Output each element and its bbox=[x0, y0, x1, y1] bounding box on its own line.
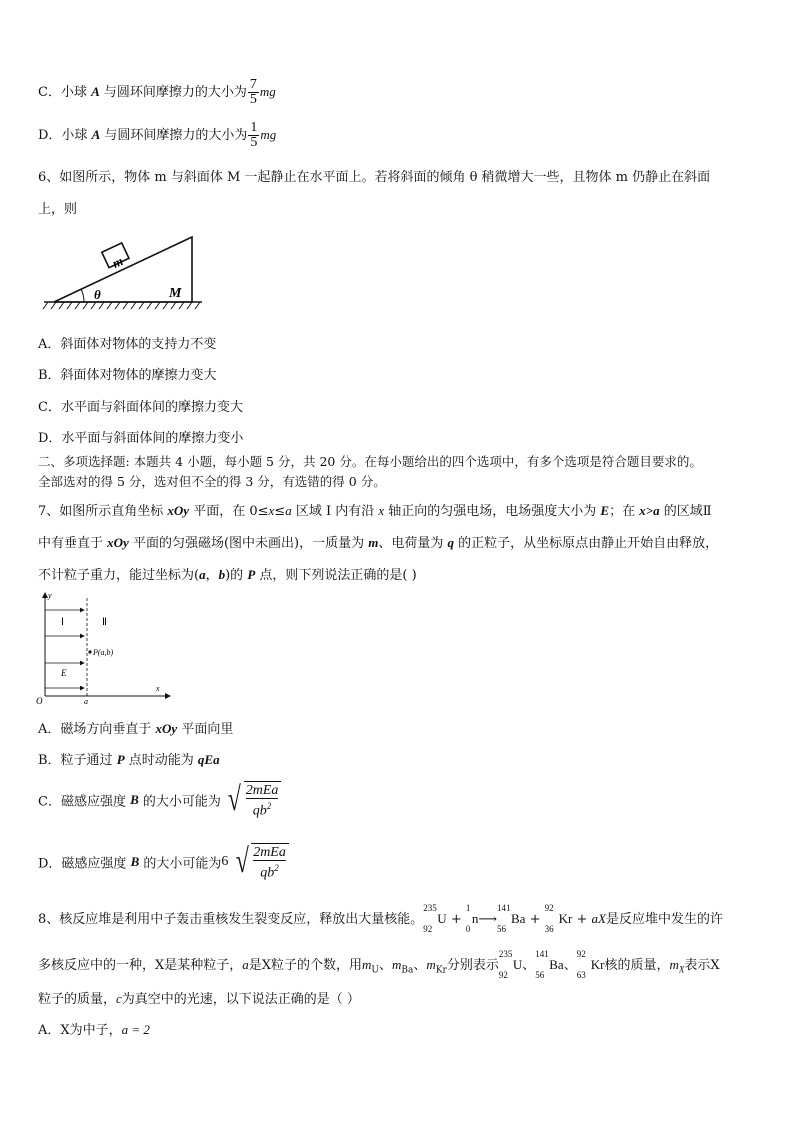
t: qEa bbox=[197, 752, 220, 767]
atomic-number: 0 bbox=[465, 924, 471, 934]
label-region-I: Ⅰ bbox=[61, 617, 64, 628]
t: 区域 Ⅰ 内有沿 bbox=[291, 504, 379, 519]
sqrt-num: 2mEa bbox=[253, 845, 286, 861]
sub: X bbox=[678, 964, 685, 975]
t: A．磁场方向垂直于 bbox=[38, 722, 156, 737]
sep: 、 bbox=[563, 958, 577, 973]
sqrt-sign: √ bbox=[235, 843, 249, 880]
atomic-number: 92 bbox=[423, 924, 433, 934]
den-base: qb bbox=[252, 803, 267, 819]
q6-option-b: B．斜面体对物体的摩擦力变大 bbox=[38, 368, 217, 383]
atomic-number: 36 bbox=[544, 924, 554, 934]
q7-field-figure bbox=[36, 590, 176, 708]
q6-stem-line2: 上，则 bbox=[38, 202, 78, 217]
t: x bbox=[378, 503, 385, 518]
t: 核的质量， bbox=[604, 958, 670, 973]
nuclide-kr92 bbox=[544, 903, 573, 934]
section2-line2: 全部选对的得 5 分，选对但不全的得 3 分，有选错的得 0 分。 bbox=[38, 474, 386, 489]
label-region-II: Ⅱ bbox=[102, 617, 107, 628]
frac-num: 7 bbox=[249, 77, 257, 92]
symbol: Kr bbox=[590, 957, 605, 972]
q8-stem-line2 bbox=[38, 949, 720, 980]
q8-stem-line1 bbox=[38, 903, 724, 934]
q8-stem-line3 bbox=[38, 988, 360, 1007]
ax: aX bbox=[591, 911, 606, 926]
t: 的大小可能为 bbox=[138, 794, 221, 810]
q5-c-fraction bbox=[248, 78, 259, 107]
t: 点时动能为 bbox=[124, 753, 198, 768]
sep: 、 bbox=[413, 958, 427, 973]
q6-option-d: D．水平面与斜面体间的摩擦力变小 bbox=[38, 431, 244, 446]
q8-option-a bbox=[38, 1019, 150, 1038]
t: m bbox=[368, 535, 379, 550]
t: a bbox=[199, 567, 206, 582]
atomic-number: 92 bbox=[498, 970, 508, 980]
q5-option-c bbox=[38, 78, 276, 107]
point-p bbox=[88, 650, 91, 653]
mass-number: 1 bbox=[465, 903, 471, 913]
t: 为真空中的光速，以下说法正确的是（ ） bbox=[121, 992, 360, 1007]
t: 是X粒子的个数，用 bbox=[248, 958, 363, 973]
mass-number: 141 bbox=[535, 949, 549, 959]
q5-c-var: A bbox=[91, 84, 100, 99]
t: B bbox=[130, 854, 140, 869]
atomic-number: 56 bbox=[535, 970, 545, 980]
q5-c-text: 与圆环间摩擦力的大小为 bbox=[99, 85, 247, 100]
q6-option-c: C．水平面与斜面体间的摩擦力变大 bbox=[38, 400, 243, 415]
sqrt-num: 2mEa bbox=[245, 783, 279, 799]
t: A．X为中子， bbox=[38, 1023, 122, 1038]
t: b bbox=[218, 567, 226, 582]
q7-option-d bbox=[38, 843, 289, 881]
symbol: Kr bbox=[558, 911, 573, 926]
label-origin: O bbox=[36, 696, 43, 706]
label-p: P(a,b) bbox=[93, 648, 114, 657]
plus: + bbox=[450, 912, 462, 927]
sqrt-expression bbox=[225, 781, 281, 819]
frac-den: 5 bbox=[250, 135, 258, 150]
den-exp: 2 bbox=[266, 801, 272, 812]
q7-option-c bbox=[38, 781, 281, 819]
q7-option-a bbox=[38, 718, 233, 737]
q5-d-text: 与圆环间摩擦力的大小为 bbox=[100, 128, 248, 143]
t: a = 2 bbox=[121, 1022, 150, 1037]
t: 不计粒子重力，能过坐标为( bbox=[38, 568, 200, 583]
mass-number: 92 bbox=[576, 949, 586, 959]
t: xOy bbox=[167, 503, 190, 518]
nuclide-ba141 bbox=[535, 949, 564, 980]
t: 的区域Ⅱ bbox=[659, 504, 712, 519]
t: )的 bbox=[225, 568, 248, 583]
coef: 6 bbox=[221, 854, 229, 869]
frac-num: 1 bbox=[250, 120, 258, 135]
t: q bbox=[447, 535, 454, 550]
mass-u: m bbox=[362, 957, 372, 972]
t: E bbox=[600, 503, 610, 518]
sub: U bbox=[371, 965, 380, 976]
label-M: M bbox=[169, 286, 182, 301]
t: a bbox=[242, 957, 249, 972]
t: 分别表示 bbox=[446, 958, 499, 973]
nuclide-ba141 bbox=[497, 903, 526, 934]
q7-stem-line3 bbox=[38, 564, 417, 583]
sep: 、 bbox=[522, 958, 536, 973]
q5-d-fraction bbox=[248, 121, 259, 150]
mass-number: 141 bbox=[497, 903, 511, 913]
label-e: E bbox=[61, 668, 67, 678]
sqrt-body bbox=[244, 781, 282, 819]
t: 是反应堆中发生的许 bbox=[606, 912, 724, 927]
t: 粒子的质量， bbox=[38, 992, 117, 1007]
t: ≤ bbox=[274, 504, 286, 519]
nuclide-u235 bbox=[498, 949, 523, 980]
q7-stem-line1 bbox=[38, 500, 712, 519]
arrow: ⟶ bbox=[478, 912, 497, 927]
section2-line1: 二、多项选择题: 本题共 4 小题，每小题 5 分，共 20 分。在每小题给出的四个选项中，有多个选项是符合题目要求的。 bbox=[38, 454, 702, 469]
symbol: n bbox=[471, 911, 479, 926]
t: 轴正向的匀强电场，电场强度大小为 bbox=[384, 504, 601, 519]
t: 的正粒子，从坐标原点由静止开始自由释放， bbox=[454, 536, 719, 551]
t: P bbox=[247, 567, 256, 582]
t: x>a bbox=[639, 503, 660, 518]
mass-x: m bbox=[669, 957, 679, 972]
sub: Ba bbox=[401, 965, 414, 976]
t: xOy bbox=[107, 535, 129, 550]
q6-option-a: A．斜面体对物体的支持力不变 bbox=[38, 337, 217, 352]
nuclide-kr92 bbox=[576, 949, 605, 980]
nuclide-u235 bbox=[423, 903, 447, 934]
q5-d-var: A bbox=[91, 127, 101, 142]
t: x bbox=[268, 503, 275, 518]
t: 7、如图所示直角坐标 bbox=[38, 504, 168, 519]
symbol: U bbox=[512, 957, 523, 972]
t: P bbox=[116, 752, 125, 767]
q6-stem-line1: 6、如图所示，物体 m 与斜面体 M 一起静止在水平面上。若将斜面的倾角 θ 稍微增大一些，且物体 m 仍静止在斜面 bbox=[38, 170, 711, 185]
mass-number: 92 bbox=[544, 903, 554, 913]
label-theta: θ bbox=[94, 287, 101, 302]
q5-option-d bbox=[38, 121, 276, 150]
t: B．粒子通过 bbox=[38, 753, 117, 768]
t: a bbox=[285, 503, 292, 518]
t: 平面向里 bbox=[177, 722, 234, 737]
atomic-number: 63 bbox=[576, 970, 586, 980]
t: 中有垂直于 bbox=[38, 536, 108, 551]
t: D．磁感应强度 bbox=[38, 856, 131, 872]
sep: 、 bbox=[379, 958, 393, 973]
sqrt-den bbox=[253, 861, 286, 881]
label-a: a bbox=[84, 697, 88, 706]
t: 多核反应中的一种，X是某种粒子， bbox=[38, 958, 243, 973]
t: B bbox=[130, 792, 139, 807]
q7-option-b bbox=[38, 749, 220, 768]
t: 平面的匀强磁场(图中未画出)，一质量为 bbox=[128, 536, 369, 551]
sqrt-sign: √ bbox=[227, 781, 241, 818]
q6-incline-figure bbox=[42, 232, 204, 314]
label-x: x bbox=[156, 684, 160, 693]
angle-arc bbox=[81, 289, 84, 302]
sqrt-expression bbox=[233, 843, 289, 881]
t: c bbox=[116, 991, 122, 1006]
q5-c-prefix: C．小球 bbox=[38, 85, 92, 100]
q5-c-unit: mg bbox=[259, 84, 276, 99]
q7-stem-line2 bbox=[38, 532, 718, 551]
symbol: U bbox=[437, 911, 447, 926]
label-y: y bbox=[48, 591, 52, 600]
t: ， bbox=[205, 568, 219, 583]
mass-kr: m bbox=[426, 957, 436, 972]
t: 8、核反应堆是利用中子轰击重核发生裂变反应，释放出大量核能。 bbox=[38, 912, 424, 927]
t: 点，则下列说法正确的是( ) bbox=[255, 568, 417, 583]
t: 平面，在 0≤ bbox=[189, 504, 269, 519]
den-exp: 2 bbox=[274, 863, 279, 874]
t: 、电荷量为 bbox=[378, 536, 448, 551]
nuclide-neutron bbox=[465, 903, 479, 934]
sqrt-den bbox=[246, 799, 279, 819]
frac-den: 5 bbox=[249, 92, 257, 107]
ground-hatching bbox=[43, 302, 200, 309]
t: ；在 bbox=[609, 504, 640, 519]
symbol: Ba bbox=[511, 911, 526, 926]
sqrt-body bbox=[251, 843, 289, 881]
symbol: Ba bbox=[549, 957, 564, 972]
plus: + bbox=[576, 912, 588, 927]
label-m: m bbox=[109, 253, 126, 271]
plus: + bbox=[529, 912, 541, 927]
q5-d-unit: mg bbox=[260, 127, 277, 142]
t: 表示X bbox=[684, 958, 720, 973]
atomic-number: 56 bbox=[497, 924, 506, 934]
q5-d-prefix: D．小球 bbox=[38, 128, 92, 143]
t: C．磁感应强度 bbox=[38, 794, 131, 810]
den-base: qb bbox=[260, 865, 275, 881]
mass-number: 235 bbox=[498, 949, 513, 959]
t: xOy bbox=[155, 721, 178, 736]
mass-number: 235 bbox=[423, 903, 437, 913]
sub: Kr bbox=[435, 965, 447, 976]
mass-ba: m bbox=[392, 957, 402, 972]
t: 的大小可能为 bbox=[139, 856, 222, 872]
